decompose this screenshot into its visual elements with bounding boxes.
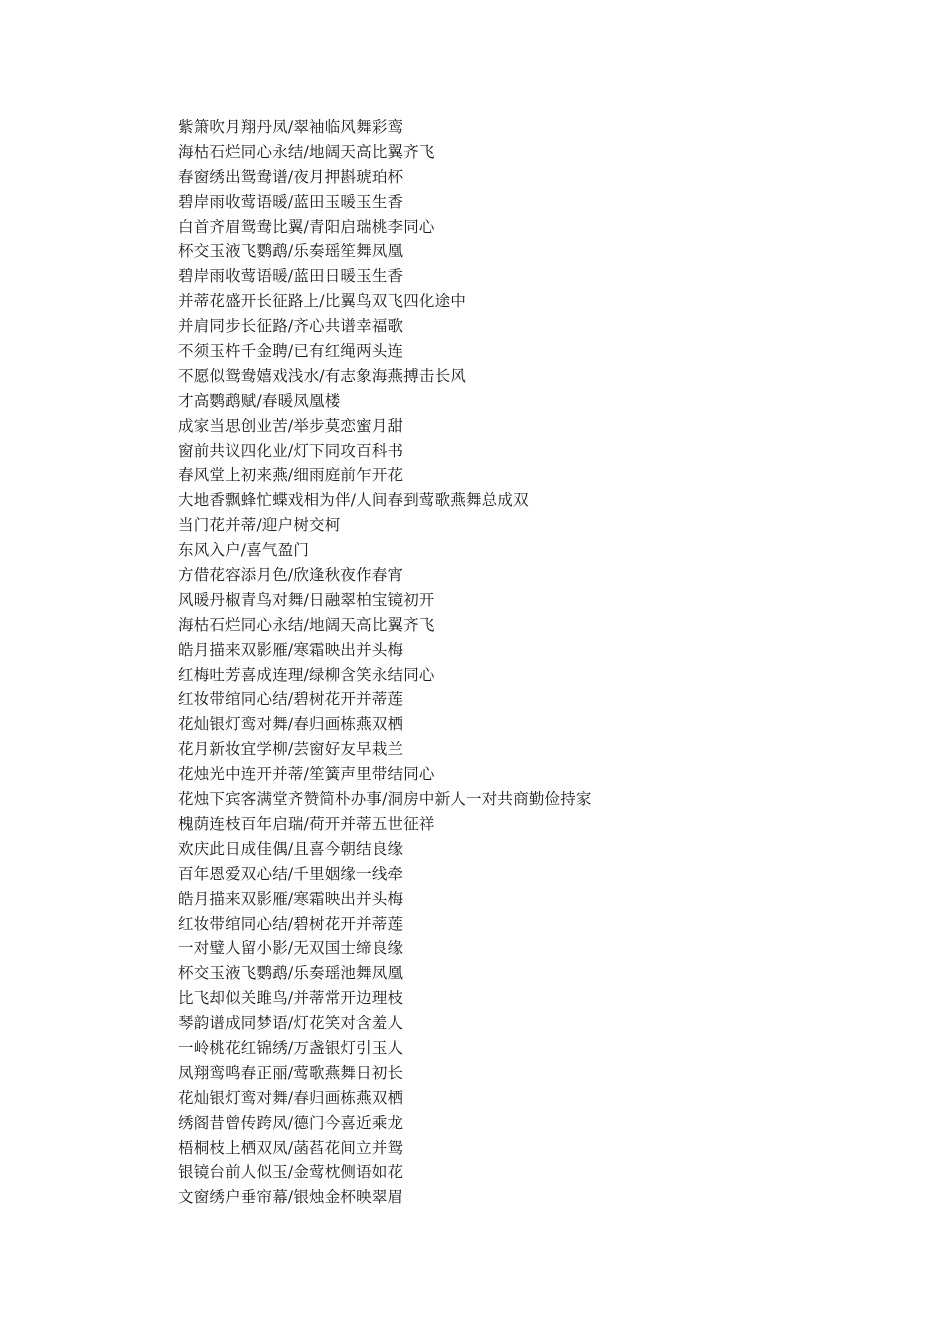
couplet-line: 红梅吐芳喜成连理/绿柳含笑永结同心 — [178, 665, 435, 684]
couplet-line: 一岭桃花红锦绣/万盏银灯引玉人 — [178, 1038, 404, 1057]
couplet-line: 欢庆此日成佳偶/且喜今朝结良缘 — [178, 839, 404, 858]
couplet-list — [178, 115, 592, 1210]
couplet-line: 槐荫连枝百年启瑞/荷开并蒂五世征祥 — [178, 814, 435, 833]
couplet-line: 花烛光中连开并蒂/笙簧声里带结同心 — [178, 765, 435, 784]
couplet-line: 大地香飘蜂忙蝶戏相为伴/人间春到莺歌燕舞总成双 — [178, 491, 529, 510]
couplet-line: 才高鹦鹉赋/春暖凤凰楼 — [178, 391, 341, 410]
couplet-line: 花烛下宾客满堂齐赞简朴办事/洞房中新人一对共商勤俭持家 — [178, 790, 592, 809]
couplet-line: 琴韵谱成同梦语/灯花笑对含羞人 — [178, 1014, 404, 1033]
couplet-line: 皓月描来双影雁/寒霜映出并头梅 — [178, 889, 404, 908]
couplet-line: 一对璧人留小影/无双国士缔良缘 — [178, 939, 404, 958]
couplet-line: 梧桐枝上栖双凤/菡萏花间立并鸳 — [178, 1138, 404, 1157]
couplet-line: 文窗绣户垂帘幕/银烛金杯映翠眉 — [178, 1188, 404, 1207]
couplet-line: 百年恩爱双心结/千里姻缘一线牵 — [178, 864, 404, 883]
couplet-line: 杯交玉液飞鹦鹉/乐奏瑶池舞凤凰 — [178, 964, 404, 983]
couplet-line: 花灿银灯鸾对舞/春归画栋燕双栖 — [178, 1088, 404, 1107]
couplet-line: 不须玉杵千金聘/已有红绳两头连 — [178, 342, 404, 361]
couplet-line: 窗前共议四化业/灯下同攻百科书 — [178, 441, 404, 460]
couplet-line: 碧岸雨收莺语暖/蓝田玉暖玉生香 — [178, 192, 404, 211]
couplet-line: 皓月描来双影雁/寒霜映出并头梅 — [178, 640, 404, 659]
couplet-line: 春风堂上初来燕/细雨庭前乍开花 — [178, 466, 404, 485]
couplet-line: 海枯石烂同心永结/地阔天高比翼齐飞 — [178, 615, 435, 634]
couplet-line: 银镜台前人似玉/金莺枕侧语如花 — [178, 1163, 404, 1182]
couplet-line: 杯交玉液飞鹦鹉/乐奏瑶笙舞凤凰 — [178, 242, 404, 261]
couplet-line: 凤翔鸾鸣春正丽/莺歌燕舞日初长 — [178, 1063, 404, 1082]
couplet-line: 并蒂花盛开长征路上/比翼鸟双飞四化途中 — [178, 292, 467, 311]
couplet-line: 碧岸雨收莺语暖/蓝田日暖玉生香 — [178, 267, 404, 286]
couplet-line: 花灿银灯鸾对舞/春归画栋燕双栖 — [178, 715, 404, 734]
couplet-line: 绣阁昔曾传跨凤/德门今喜近乘龙 — [178, 1113, 404, 1132]
couplet-line: 红妆带绾同心结/碧树花开并蒂莲 — [178, 690, 404, 709]
couplet-line: 紫箫吹月翔丹凤/翠袖临风舞彩鸾 — [178, 118, 404, 136]
couplet-line: 白首齐眉鸳鸯比翼/青阳启瑞桃李同心 — [178, 217, 435, 236]
couplet-line: 比飞却似关雎鸟/并蒂常开边理枝 — [178, 989, 404, 1008]
couplet-line: 风暖丹椒青鸟对舞/日融翠柏宝镜初开 — [178, 590, 435, 609]
couplet-line: 方借花容添月色/欣逢秋夜作春宵 — [178, 566, 404, 585]
couplet-line: 海枯石烂同心永结/地阔天高比翼齐飞 — [178, 142, 435, 161]
couplet-line: 当门花并蒂/迎户树交柯 — [178, 516, 341, 535]
couplet-line: 并肩同步长征路/齐心共谱幸福歌 — [178, 317, 404, 336]
couplet-line: 春窗绣出鸳鸯谱/夜月押斟琥珀杯 — [178, 167, 404, 186]
couplet-line: 东风入户/喜气盈门 — [178, 541, 310, 560]
couplet-line: 红妆带绾同心结/碧树花开并蒂莲 — [178, 914, 404, 933]
couplet-line: 成家当思创业苦/举步莫恋蜜月甜 — [178, 416, 404, 435]
couplet-line: 花月新妆宜学柳/芸窗好友早栽兰 — [178, 740, 404, 759]
couplet-line: 不愿似鸳鸯嬉戏浅水/有志象海燕搏击长风 — [178, 366, 467, 385]
